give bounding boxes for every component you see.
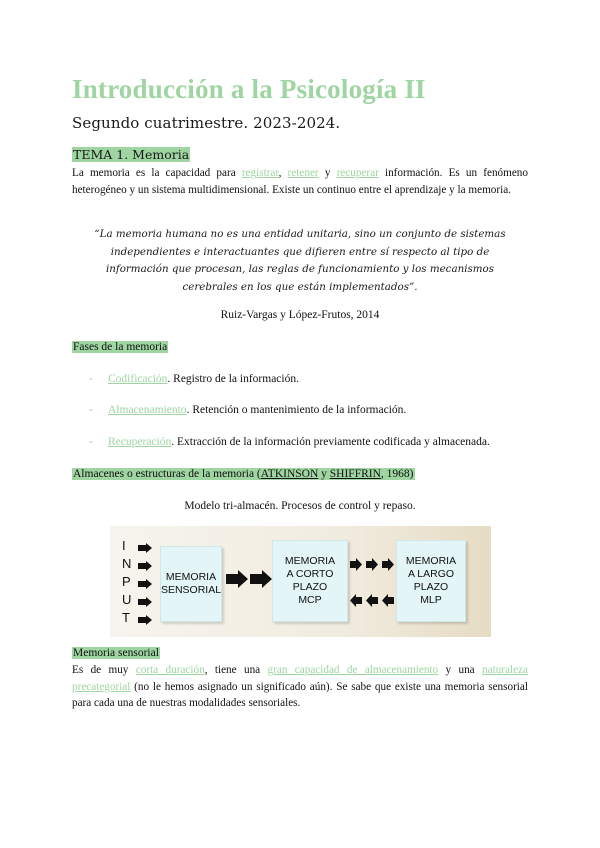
arrow-right-icon bbox=[350, 558, 362, 571]
sensorial-text-3: y una bbox=[438, 664, 483, 676]
short-term-memory-box bbox=[272, 540, 348, 622]
arrow-right-icon bbox=[138, 615, 152, 625]
box-line: MCP bbox=[298, 594, 322, 606]
link-shiffrin[interactable]: SHIFFRIN bbox=[329, 468, 381, 480]
topic-heading-text: TEMA 1. Memoria bbox=[73, 147, 190, 162]
arrow-right-icon bbox=[138, 579, 152, 589]
intro-text-2: , bbox=[278, 167, 288, 179]
link-naturaleza-precategorial[interactable]: naturaleza precategorial bbox=[72, 664, 529, 693]
box-line: A CORTO bbox=[286, 568, 334, 580]
intro-paragraph bbox=[72, 165, 528, 198]
topic-heading bbox=[72, 147, 190, 162]
box-line: MLP bbox=[420, 594, 442, 606]
model-caption: Modelo tri-almacén. Procesos de control y repaso. bbox=[184, 500, 416, 512]
arrow-right-icon bbox=[138, 561, 152, 571]
bullet-dash: - bbox=[89, 404, 93, 416]
quote-citation: Ruiz-Vargas y López-Frutos, 2014 bbox=[220, 309, 380, 321]
long-term-memory-label bbox=[406, 555, 456, 607]
link-corta-duracion[interactable]: corta duración bbox=[135, 664, 205, 676]
link-almacenamiento[interactable]: Almacenamiento bbox=[108, 404, 187, 416]
link-gran-capacidad[interactable]: gran capacidad de almacenamiento bbox=[267, 664, 439, 676]
sensorial-text-2: , tiene una bbox=[204, 664, 268, 676]
intro-text-3: y bbox=[318, 167, 337, 179]
input-letter: I bbox=[122, 538, 126, 553]
list-item bbox=[89, 404, 406, 416]
list-item bbox=[89, 373, 299, 385]
quote-block: “La memoria humana no es una entidad unitaria, sino un conjunto de sistemas independientes e interactuantes que difieren entre sí respecto al tipo de información que procesan, las reglas de funcionamiento y los mecanismos cerebrales en los que están implementados”. bbox=[94, 228, 506, 293]
arrow-right-icon bbox=[250, 570, 272, 588]
intro-text-4: información. Es un fenómeno heterogéneo y un sistema multidimensional. Existe un continuo entre el aprendizaje y la memoria. bbox=[72, 167, 528, 196]
arrow-right-icon bbox=[138, 597, 152, 607]
almacenes-heading-text bbox=[72, 468, 415, 480]
input-letter: P bbox=[122, 574, 131, 589]
almacenes-text-2: y bbox=[318, 468, 330, 480]
sensory-memory-box bbox=[160, 546, 222, 622]
fases-heading bbox=[72, 341, 168, 353]
almacenes-text-1: Almacenes o estructuras de la memoria ( bbox=[73, 468, 261, 480]
fases-heading-text: Fases de la memoria bbox=[73, 341, 168, 353]
box-line: SENSORIAL bbox=[160, 584, 222, 596]
box-line: PLAZO bbox=[292, 581, 328, 593]
link-registrar[interactable]: registrar bbox=[241, 167, 279, 179]
arrow-right-icon bbox=[382, 558, 394, 571]
tri-store-model-diagram bbox=[110, 526, 491, 637]
sensorial-paragraph bbox=[72, 662, 528, 712]
box-line: A LARGO bbox=[407, 568, 455, 580]
bullet-dash: - bbox=[89, 373, 93, 385]
input-letter: T bbox=[122, 610, 130, 625]
box-line: MEMORIA bbox=[284, 555, 336, 567]
link-recuperacion[interactable]: Recuperación bbox=[108, 436, 172, 448]
almacenes-heading bbox=[72, 468, 415, 480]
list-item-text: . Extracción de la información previamente codificada y almacenada. bbox=[171, 436, 490, 448]
document-title: Introducción a la Psicología II bbox=[72, 74, 426, 104]
input-letter: U bbox=[122, 592, 132, 607]
sensorial-text-1: Es de muy bbox=[72, 664, 136, 676]
sensorial-heading-text: Memoria sensorial bbox=[73, 647, 159, 659]
list-item bbox=[89, 436, 490, 448]
almacenes-text-3: , 1968) bbox=[380, 468, 414, 480]
bullet-dash: - bbox=[89, 436, 93, 448]
intro-text-1: La memoria es la capacidad para bbox=[72, 167, 242, 179]
arrow-right-icon bbox=[226, 570, 248, 588]
link-retener[interactable]: retener bbox=[287, 167, 319, 179]
arrow-right-icon bbox=[138, 543, 152, 553]
sensorial-heading bbox=[72, 647, 160, 659]
box-line: MEMORIA bbox=[405, 555, 457, 567]
sensory-memory-label bbox=[161, 571, 221, 597]
link-atkinson[interactable]: ATKINSON bbox=[260, 468, 319, 480]
sensorial-text-4: (no le hemos asignado un significado aún). Se sabe que existe una memoria sensorial para cada una de nuestras modalidades sensoriales. bbox=[72, 680, 528, 709]
arrow-left-icon bbox=[350, 594, 362, 607]
arrow-right-icon bbox=[366, 558, 378, 571]
input-letter: N bbox=[122, 556, 132, 571]
box-line: MEMORIA bbox=[165, 571, 217, 583]
arrow-left-icon bbox=[382, 594, 394, 607]
document-subtitle: Segundo cuatrimestre. 2023-2024. bbox=[72, 114, 341, 132]
arrow-left-icon bbox=[366, 594, 378, 607]
box-line: PLAZO bbox=[413, 581, 449, 593]
short-term-memory-label bbox=[285, 555, 335, 607]
link-recuperar[interactable]: recuperar bbox=[336, 167, 379, 179]
list-item-text: . Retención o mantenimiento de la información. bbox=[186, 404, 407, 416]
list-item-text: . Registro de la información. bbox=[167, 373, 299, 385]
long-term-memory-box bbox=[396, 540, 466, 622]
link-codificacion[interactable]: Codificación bbox=[108, 373, 168, 385]
